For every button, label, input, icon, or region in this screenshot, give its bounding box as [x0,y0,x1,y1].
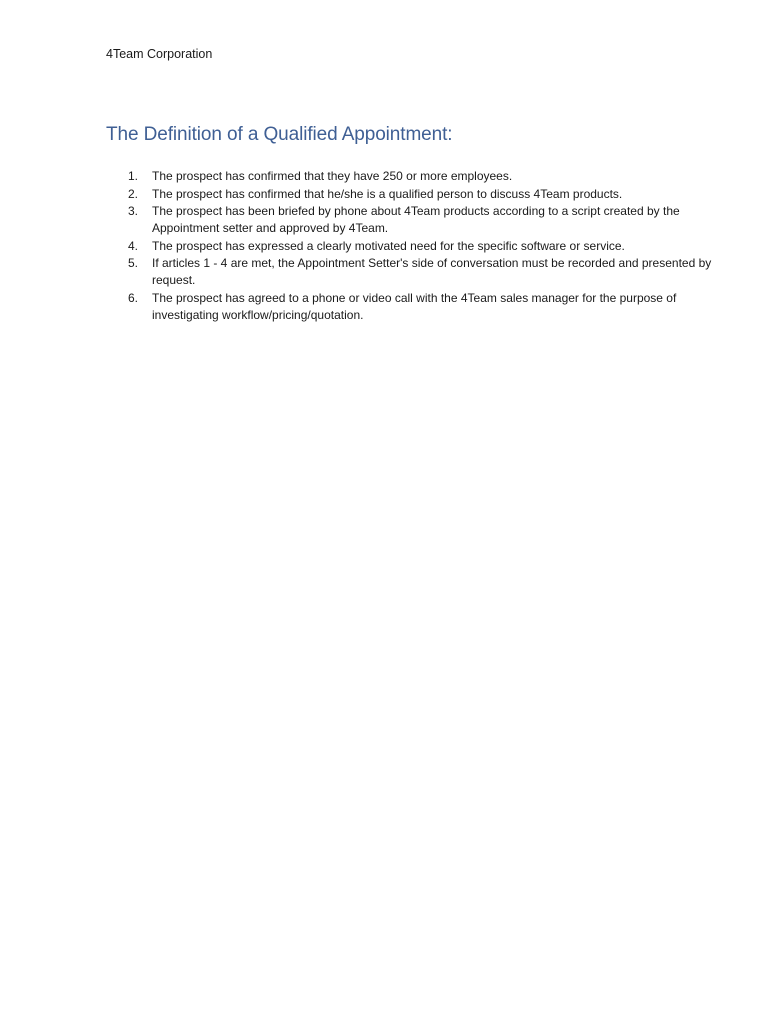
list-item-number: 2. [128,186,139,201]
header-company-name: 4Team Corporation [106,47,213,61]
list-item-number: 4. [128,238,139,253]
list-item-text: The prospect has confirmed that he/she is a qualified person to discuss 4Team products. [152,186,623,201]
list-item [106,238,718,255]
list-item-text: If articles 1 - 4 are met, the Appointment Setter's side of conversation must be recorded and presented by request. [152,256,712,287]
list-item [106,168,718,185]
list-item-text: The prospect has been briefed by phone about 4Team products according to a script created by the Appointment setter and approved by 4Team. [152,204,680,235]
list-item [106,255,718,289]
list-item [106,186,718,203]
document-title: The Definition of a Qualified Appointment: [106,124,453,145]
criteria-list [106,168,718,324]
list-item [106,290,718,324]
list-item-number: 5. [128,256,139,270]
list-item-text: The prospect has agreed to a phone or video call with the 4Team sales manager for the purpose of investigating workflow/pricing/quotation. [152,290,677,322]
list-item [106,203,718,237]
list-item-number: 1. [128,169,139,183]
list-item-text: The prospect has expressed a clearly motivated need for the specific software or service. [152,238,625,253]
list-item-number: 6. [128,290,139,305]
list-item-number: 3. [128,204,139,218]
list-item-text: The prospect has confirmed that they have 250 or more employees. [152,169,513,183]
